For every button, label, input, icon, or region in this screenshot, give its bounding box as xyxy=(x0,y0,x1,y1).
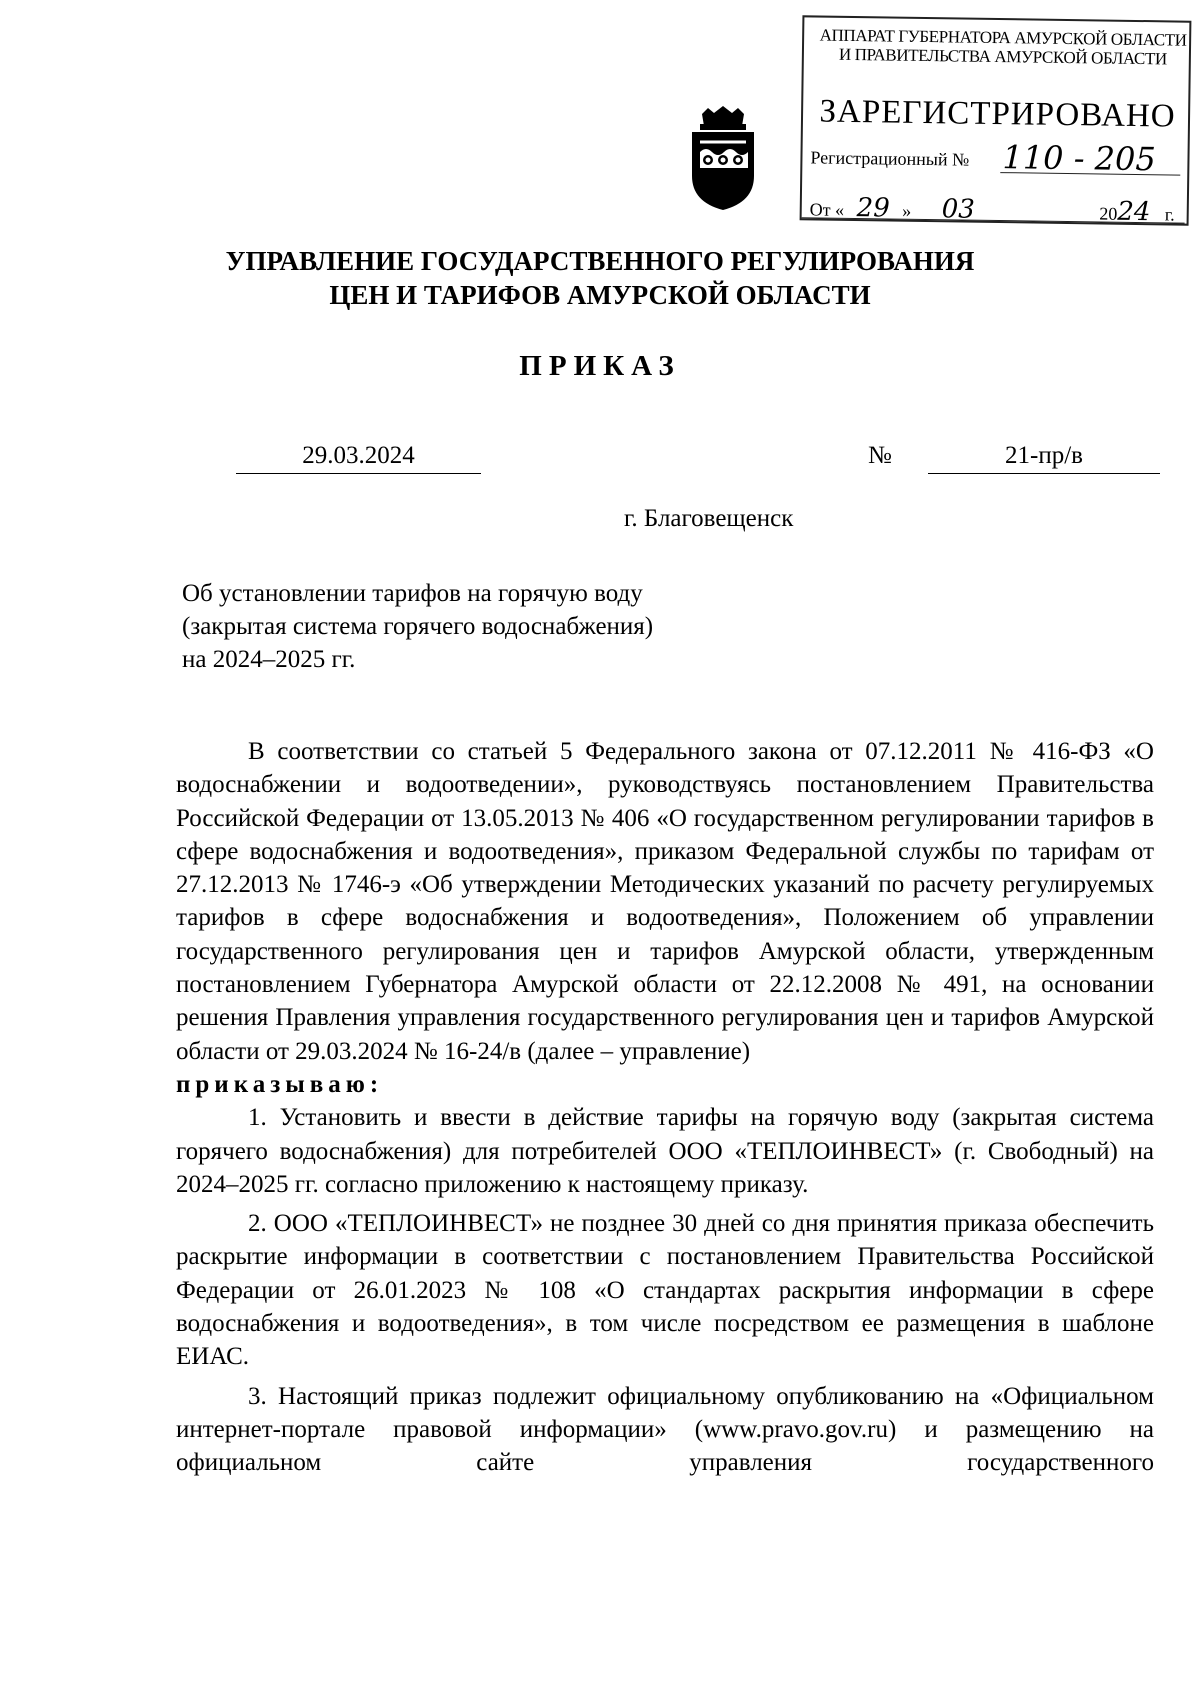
order-item-2: 2. ООО «ТЕПЛОИНВЕСТ» не позднее 30 дней со дня принятия приказа обеспечить раскрытие информации в соответствии с постановлением Правительства Российской Федерации от 26.01.2023 № 108 «О стандартах раскрытия информации в сфере водоснабжения и водоотведения», в том числе посредством ее размещения в шаблоне ЕИАС. xyxy=(176,1210,1154,1371)
preamble-paragraph: В соответствии со статьей 5 Федерального закона от 07.12.2011 № 416-ФЗ «О водоснабжении и водоотведении», руководствуясь постановлением Правительства Российской Федерации от 13.05.2013 № 406 «О государственном регулировании тарифов в сфере водоснабжения и водоотведения», приказом Федеральной службы по тарифам от 27.12.2013 № 1746-э «Об утверждении Методических указаний по расчету регулируемых тарифов в сфере водоснабжения и водоотведения», Положением об управлении государственного регулирования цен и тарифов Амурской области, утвержденным постановлением Губернатора Амурской области от 22.12.2008 № 491, на основании решения Правления управления государственного регулирования цен и тарифов Амурской области от 29.03.2024 № 16-24/в (далее – управление) xyxy=(176,738,1154,1065)
stamp-date-year-suffix: 24 xyxy=(1117,196,1151,228)
stamp-date-suffix: г. xyxy=(1164,204,1175,225)
stamp-date-day: 29 xyxy=(856,193,890,224)
stamp-date-mid: » xyxy=(902,200,912,221)
order-keyword: приказываю: xyxy=(176,1070,384,1098)
document-date-underline xyxy=(236,473,481,474)
document-body xyxy=(176,735,1154,1480)
subject-line1: Об установлении тарифов на горячую воду xyxy=(182,580,643,607)
document-number-underline xyxy=(928,473,1160,474)
document-city: г. Благовещенск xyxy=(624,505,794,532)
coat-of-arms-icon xyxy=(686,106,760,212)
subject-line2: (закрытая система горячего водоснабжения) xyxy=(182,613,654,640)
stamp-organization xyxy=(814,25,1192,68)
agency-name-line1: УПРАВЛЕНИЕ ГОСУДАРСТВЕННОГО РЕГУЛИРОВАНИЯ xyxy=(225,246,975,276)
stamp-org-line1: АППАРАТ ГУБЕРНАТОРА АМУРСКОЙ ОБЛАСТИ xyxy=(819,25,1187,50)
subject-line3: на 2024–2025 гг. xyxy=(182,646,356,673)
document-number: 21-пр/в xyxy=(1005,442,1083,469)
document-type-title: ПРИКАЗ xyxy=(519,350,681,382)
document-subject xyxy=(182,577,742,676)
stamp-date-month: 03 xyxy=(941,194,976,225)
document-date: 29.03.2024 xyxy=(302,442,415,469)
document-number-sign: № xyxy=(868,442,892,469)
stamp-regnum-label: Регистрационный № xyxy=(810,147,970,170)
registration-stamp xyxy=(800,15,1192,228)
order-item-1: 1. Установить и ввести в действие тарифы на горячую воду (закрытая система горячего водоснабжения) для потребителей ООО «ТЕПЛОИНВЕСТ» (г. Свободный) на 2024–2025 гг. согласно приложению к настоящему приказу. xyxy=(176,1104,1154,1198)
stamp-org-line2: И ПРАВИТЕЛЬСТВА АМУРСКОЙ ОБЛАСТИ xyxy=(838,44,1167,69)
agency-name-line2: ЦЕН И ТАРИФОВ АМУРСКОЙ ОБЛАСТИ xyxy=(329,280,871,310)
stamp-date-year-prefix: 20 xyxy=(1099,203,1118,224)
order-item-3: 3. Настоящий приказ подлежит официальному опубликованию на «Официальном интернет-портале правовой информации» (www.pravo.gov.ru) и размещению на официальном сайте управления государственного xyxy=(176,1382,1154,1477)
stamp-regnum-value: 110 - 205 xyxy=(1002,138,1157,179)
stamp-date-prefix: От « xyxy=(809,199,845,220)
stamp-registered-title: ЗАРЕГИСТРИРОВАНО xyxy=(819,93,1176,135)
